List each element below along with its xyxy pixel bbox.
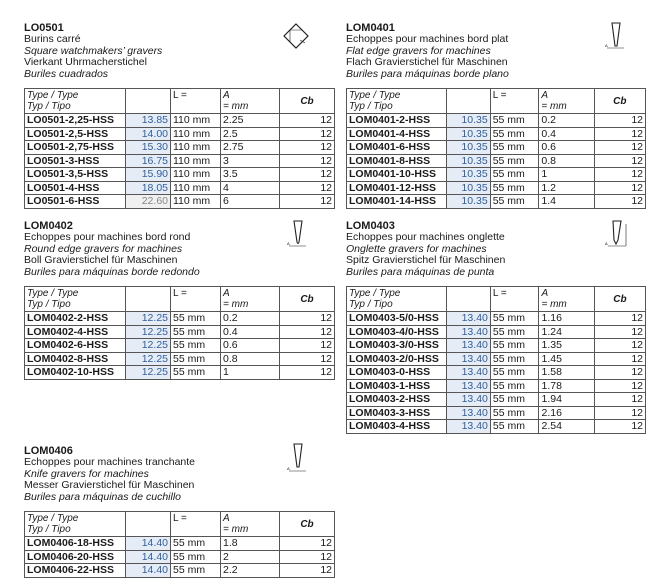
svg-text:A: A [287,466,290,471]
table-row [347,339,646,353]
table-row [25,352,335,366]
a-cell: 1.94 [539,393,594,407]
header-cb: Cb [594,89,645,114]
a-cell: 2.2 [221,564,280,578]
table-row [347,366,646,380]
desc-fr: Echoppes pour machines bord rond [24,231,191,243]
type-cell: LOM0403-4-HSS [347,420,447,434]
length-cell: 110 mm [171,168,221,182]
square-graver-icon [282,22,310,50]
table-row [25,168,335,182]
product-table [346,286,646,434]
table-row [347,325,646,339]
desc-en: Square watchmakers’ gravers [24,44,163,57]
price-cell: 18.05 [126,181,171,195]
product-code: LO0501 [24,22,64,34]
table-row [347,141,646,155]
a-cell: 1.8 [221,537,280,551]
header-type: Type / Type Typ / Tipo [25,512,126,537]
price-cell: 10.35 [447,195,491,209]
price-cell: 14.40 [126,537,171,551]
table-row [347,420,646,434]
length-cell: 55 mm [490,366,539,380]
table-row [25,195,335,209]
desc-en: Knife gravers for machines [24,467,149,480]
type-cell: LOM0401-10-HSS [347,168,447,182]
price-cell: 10.35 [447,181,491,195]
cb-cell: 12 [594,379,645,393]
length-cell: 55 mm [490,352,539,366]
a-cell: 1 [221,366,280,380]
desc-de: Vierkant Uhrmacherstichel [24,56,147,68]
cb-cell: 12 [280,154,335,168]
table-row [347,393,646,407]
length-cell: 55 mm [490,181,539,195]
price-cell: 10.35 [447,114,491,128]
desc-de: Spitz Gravierstichel für Maschinen [346,254,506,266]
product-code: LOM0403 [346,220,395,232]
cb-cell: 12 [594,168,645,182]
type-cell: LOM0403-3/0-HSS [347,339,447,353]
a-cell: 0.2 [539,114,594,128]
length-cell: 110 mm [171,141,221,155]
length-cell: 110 mm [171,181,221,195]
table-row [347,181,646,195]
price-cell: 12.25 [126,312,171,326]
header-cb: Cb [594,287,645,312]
type-cell: LOM0403-1-HSS [347,379,447,393]
type-cell: LOM0406-18-HSS [25,537,126,551]
table-row [25,181,335,195]
table-row [25,312,335,326]
desc-de: Messer Gravierstichel für Maschinen [24,479,195,491]
header-a: A = mm [539,89,594,114]
cb-cell: 12 [594,393,645,407]
product-code: LOM0402 [24,220,73,232]
price-cell: 10.35 [447,154,491,168]
a-cell: 4 [221,181,280,195]
table-row [347,168,646,182]
a-cell: 1.78 [539,379,594,393]
table-row [25,564,335,578]
header-l: L = [490,89,539,114]
price-cell: 12.25 [126,366,171,380]
a-cell: 2.54 [539,420,594,434]
header-cb: Cb [280,512,335,537]
price-cell: 13.40 [447,420,491,434]
cb-cell: 12 [280,537,335,551]
length-cell: 55 mm [490,339,539,353]
product-block-lom0403 [346,220,646,434]
a-cell: 2.5 [221,127,280,141]
price-cell: 13.40 [447,366,491,380]
cb-cell: 12 [280,564,335,578]
onglette-graver-icon [604,220,630,248]
type-cell: LOM0403-2-HSS [347,393,447,407]
length-cell: 55 mm [490,312,539,326]
cb-cell: 12 [594,406,645,420]
length-cell: 55 mm [171,352,221,366]
a-cell: 0.8 [221,352,280,366]
svg-text:A: A [605,241,608,246]
type-cell: LOM0403-4/0-HSS [347,325,447,339]
round-graver-icon [286,220,308,248]
table-row [25,114,335,128]
desc-es: Buriles para máquinas borde plano [346,67,509,80]
a-cell: 0.6 [221,339,280,353]
type-cell: LO0501-3-HSS [25,154,126,168]
price-cell: 13.40 [447,339,491,353]
desc-en: Round edge gravers for machines [24,242,183,255]
table-row [347,195,646,209]
product-table [24,88,335,209]
price-cell: 13.40 [447,352,491,366]
length-cell: 55 mm [171,325,221,339]
table-row [347,379,646,393]
a-cell: 0.4 [539,127,594,141]
price-cell: 12.25 [126,352,171,366]
product-code: LOM0406 [24,445,73,457]
table-row [25,550,335,564]
price-cell: 13.40 [447,393,491,407]
a-cell: 2.25 [221,114,280,128]
a-cell: 3.5 [221,168,280,182]
a-cell: 1.4 [539,195,594,209]
a-cell: 0.2 [221,312,280,326]
header-type: Type / Type Typ / Tipo [25,287,126,312]
table-row [347,312,646,326]
length-cell: 55 mm [171,564,221,578]
length-cell: 110 mm [171,154,221,168]
cb-cell: 12 [280,141,335,155]
type-cell: LOM0401-2-HSS [347,114,447,128]
type-cell: LOM0403-2/0-HSS [347,352,447,366]
a-cell: 2.16 [539,406,594,420]
type-cell: LO0501-2,5-HSS [25,127,126,141]
desc-de: Flach Gravierstichel für Maschinen [346,56,508,68]
product-block-lo0501 [24,22,335,209]
table-row [25,325,335,339]
desc-es: Buriles cuadrados [24,67,109,80]
header-a: A = mm [221,89,280,114]
length-cell: 55 mm [171,312,221,326]
type-cell: LO0501-6-HSS [25,195,126,209]
type-cell: LOM0402-10-HSS [25,366,126,380]
price-cell: 12.25 [126,339,171,353]
desc-fr: Echoppes pour machines bord plat [346,33,509,45]
desc-de: Boll Gravierstichel für Maschinen [24,254,178,266]
desc-en: Onglette gravers for machines [346,242,487,255]
header-cb: Cb [280,287,335,312]
table-row [347,114,646,128]
header-a: A = mm [539,287,594,312]
table-row [25,127,335,141]
type-cell: LOM0401-6-HSS [347,141,447,155]
a-cell: 6 [221,195,280,209]
length-cell: 55 mm [490,141,539,155]
a-cell: 0.8 [539,154,594,168]
table-row [25,339,335,353]
type-cell: LOM0403-5/0-HSS [347,312,447,326]
header-type: Type / Type Typ / Tipo [347,89,447,114]
length-cell: 55 mm [171,537,221,551]
product-block-lom0406 [24,445,335,578]
type-cell: LO0501-2,75-HSS [25,141,126,155]
table-row [347,352,646,366]
price-cell: 14.40 [126,564,171,578]
length-cell: 55 mm [490,114,539,128]
type-cell: LOM0402-4-HSS [25,325,126,339]
length-cell: 55 mm [171,366,221,380]
header-type: Type / Type Typ / Tipo [25,89,126,114]
cb-cell: 12 [280,325,335,339]
price-cell: 13.40 [447,406,491,420]
cb-cell: 12 [594,339,645,353]
header-type: Type / Type Typ / Tipo [347,287,447,312]
header-a: A = mm [221,512,280,537]
type-cell: LOM0402-6-HSS [25,339,126,353]
length-cell: 110 mm [171,195,221,209]
price-cell: 15.30 [126,141,171,155]
header-l: L = [171,89,221,114]
cb-cell: 12 [280,181,335,195]
cb-cell: 12 [280,114,335,128]
length-cell: 55 mm [490,393,539,407]
a-cell: 0.4 [221,325,280,339]
length-cell: 55 mm [490,154,539,168]
header-l: L = [171,512,221,537]
header-a: A = mm [221,287,280,312]
product-block-lom0402 [24,220,335,380]
desc-es: Buriles para máquinas de punta [346,265,495,278]
type-cell: LOM0403-0-HSS [347,366,447,380]
a-cell: 1.35 [539,339,594,353]
desc-fr: Echoppes pour machines onglette [346,231,505,243]
table-row [25,154,335,168]
a-cell: 2 [221,550,280,564]
type-cell: LOM0401-4-HSS [347,127,447,141]
table-row [25,537,335,551]
cb-cell: 12 [594,325,645,339]
a-cell: 1.24 [539,325,594,339]
price-cell: 10.35 [447,141,491,155]
price-cell: 15.90 [126,168,171,182]
svg-text:A: A [605,43,608,48]
price-cell: 14.40 [126,550,171,564]
header-l: L = [490,287,539,312]
price-cell: 10.35 [447,127,491,141]
type-cell: LOM0401-8-HSS [347,154,447,168]
cb-cell: 12 [594,181,645,195]
length-cell: 110 mm [171,114,221,128]
price-cell: 12.25 [126,325,171,339]
a-cell: 1.58 [539,366,594,380]
cb-cell: 12 [280,127,335,141]
price-cell: 10.35 [447,168,491,182]
cb-cell: 12 [280,195,335,209]
type-cell: LOM0406-20-HSS [25,550,126,564]
type-cell: LOM0402-2-HSS [25,312,126,326]
price-cell: 13.40 [447,325,491,339]
length-cell: 55 mm [171,339,221,353]
length-cell: 55 mm [490,420,539,434]
a-cell: 1.2 [539,181,594,195]
header-l: L = [171,287,221,312]
a-cell: 3 [221,154,280,168]
a-cell: 1.45 [539,352,594,366]
cb-cell: 12 [280,339,335,353]
cb-cell: 12 [594,195,645,209]
type-cell: LOM0401-14-HSS [347,195,447,209]
cb-cell: 12 [280,366,335,380]
price-cell: 14.00 [126,127,171,141]
cb-cell: 12 [594,420,645,434]
price-cell: 22.60 [126,195,171,209]
cb-cell: 12 [280,550,335,564]
length-cell: 55 mm [490,168,539,182]
a-cell: 0.6 [539,141,594,155]
length-cell: 55 mm [490,325,539,339]
svg-text:A: A [287,241,290,246]
product-table [24,511,335,578]
type-cell: LOM0401-12-HSS [347,181,447,195]
knife-graver-icon [286,443,308,473]
type-cell: LO0501-4-HSS [25,181,126,195]
length-cell: 55 mm [490,127,539,141]
table-row [347,127,646,141]
cb-cell: 12 [594,352,645,366]
table-row [25,366,335,380]
type-cell: LO0501-2,25-HSS [25,114,126,128]
length-cell: 55 mm [490,379,539,393]
desc-en: Flat edge gravers for machines [346,44,491,57]
desc-fr: Echoppes pour machines tranchante [24,456,196,468]
flat-graver-icon [604,22,626,50]
table-row [25,141,335,155]
cb-cell: 12 [594,127,645,141]
cb-cell: 12 [280,168,335,182]
price-cell: 13.85 [126,114,171,128]
price-cell: 13.40 [447,312,491,326]
header-cb: Cb [280,89,335,114]
product-table [346,88,646,209]
cb-cell: 12 [594,366,645,380]
table-row [347,406,646,420]
price-cell: 13.40 [447,379,491,393]
a-cell: 1 [539,168,594,182]
product-block-lom0401 [346,22,646,209]
desc-fr: Burins carré [24,33,81,45]
type-cell: LOM0403-3-HSS [347,406,447,420]
length-cell: 110 mm [171,127,221,141]
type-cell: LO0501-3,5-HSS [25,168,126,182]
price-cell: 16.75 [126,154,171,168]
table-row [347,154,646,168]
cb-cell: 12 [594,312,645,326]
length-cell: 55 mm [490,406,539,420]
cb-cell: 12 [280,312,335,326]
desc-es: Buriles para máquinas borde redondo [24,265,200,278]
desc-es: Buriles para máquinas de cuchillo [24,490,182,503]
cb-cell: 12 [280,352,335,366]
length-cell: 55 mm [171,550,221,564]
cb-cell: 12 [594,141,645,155]
cb-cell: 12 [594,114,645,128]
length-cell: 55 mm [490,195,539,209]
product-table [24,286,335,380]
cb-cell: 12 [594,154,645,168]
type-cell: LOM0402-8-HSS [25,352,126,366]
a-cell: 1.16 [539,312,594,326]
type-cell: LOM0406-22-HSS [25,564,126,578]
a-cell: 2.75 [221,141,280,155]
product-code: LOM0401 [346,22,395,34]
